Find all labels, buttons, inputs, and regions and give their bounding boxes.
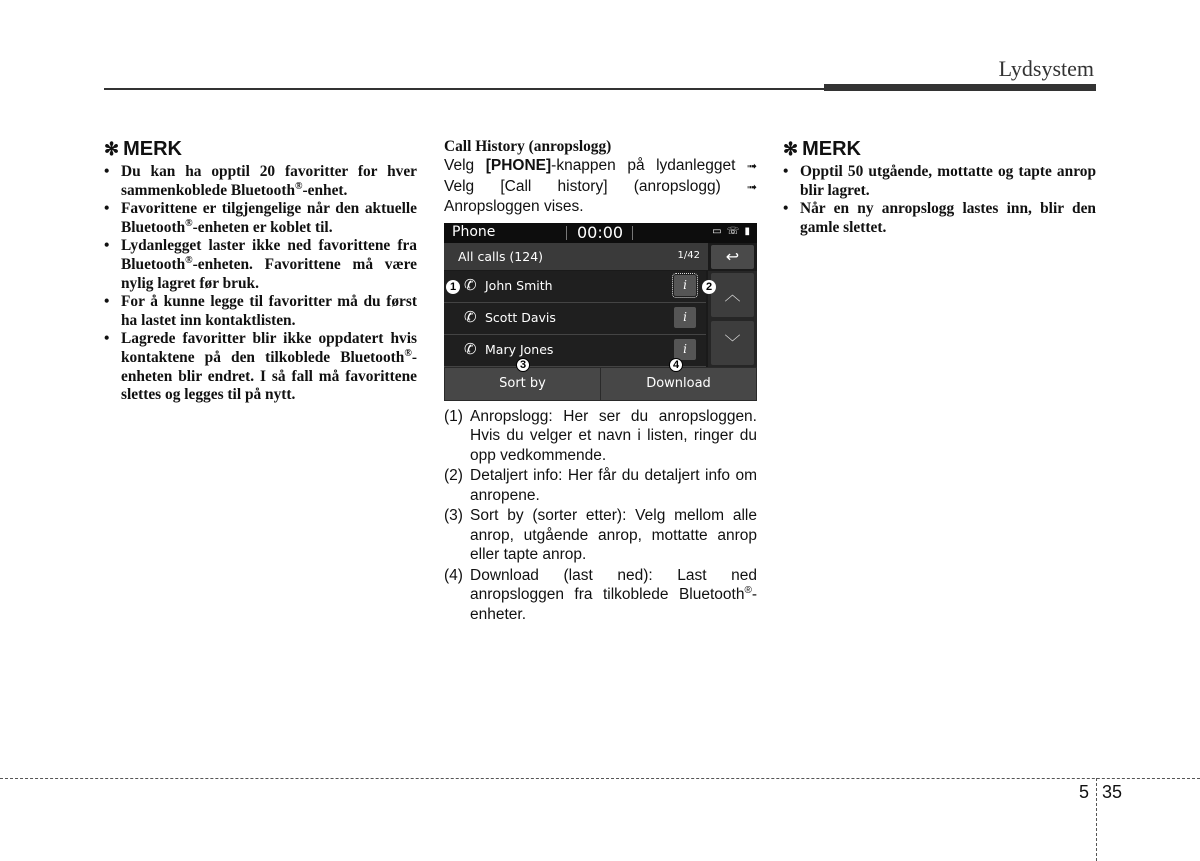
callout-1: 1: [446, 280, 460, 294]
chapter-number: 5: [1079, 782, 1090, 802]
asterisk-star-icon: ✻: [783, 139, 799, 159]
footer-rule: [0, 778, 1200, 779]
call-row[interactable]: [444, 303, 706, 335]
header-rule-accent: [824, 84, 1096, 91]
list-header: [444, 243, 708, 270]
list-item: (1) Anropslogg: Her ser du anropsloggen. Hvis du velger et navn i listen, ringer du opp vedkommende.: [444, 407, 757, 464]
footer-divider: [1096, 778, 1097, 861]
arrow-icon: ➟: [746, 179, 757, 194]
list-item: • Lydanlegget laster ikke ned favorittene fra Bluetooth®-enheten. Favorittene må være nylig lagret før bruk.: [104, 237, 417, 293]
info-icon[interactable]: i: [674, 339, 696, 360]
list-item: • For å kunne legge til favoritter må du først ha lastet inn kontaktlisten.: [104, 293, 417, 330]
callout-4: 4: [669, 358, 683, 372]
description-list: [444, 407, 757, 625]
list-item: • Lagrede favoritter blir ikke oppdatert hvis kontaktene på den tilkoblede Bluetooth®-enheten blir endret. I så fall må favorittene slettes og legges til på nytt.: [104, 330, 417, 404]
callout-2: 2: [702, 280, 716, 294]
screen-title: Phone: [452, 223, 496, 240]
call-row[interactable]: [444, 271, 706, 303]
list-item: • Opptil 50 utgående, mottatte og tapte anrop blir lagret.: [783, 163, 1096, 200]
status-bar: [444, 223, 757, 243]
list-item: (3) Sort by (sorter etter): Velg mellom alle anrop, utgående anrop, mottatte anrop eller tapte anrop.: [444, 507, 757, 563]
incoming-call-icon: ✆: [464, 307, 477, 326]
list-item: (4) Download (last ned): Last ned anropsloggen fra tilkoblede Bluetooth®-enheter.: [444, 566, 757, 623]
section-title: Call History (anropslogg): [444, 138, 612, 155]
info-icon[interactable]: i: [674, 275, 696, 296]
merk-label: MERK: [802, 138, 861, 160]
list-item: • Når en ny anropslogg lastes inn, blir den gamle slettet.: [783, 200, 1096, 237]
contact-name: Scott Davis: [485, 309, 556, 325]
callout-3: 3: [516, 358, 530, 372]
outgoing-call-icon: ✆: [464, 275, 477, 294]
all-calls-label[interactable]: All calls (124): [458, 248, 544, 264]
contact-name: Mary Jones: [485, 341, 554, 357]
list-item: • Favorittene er tilgjengelige når den aktuelle Bluetooth®-enheten er koblet til.: [104, 200, 417, 237]
sort-by-button[interactable]: Sort by: [444, 367, 601, 401]
bottom-bar: [444, 367, 757, 401]
call-row[interactable]: [444, 335, 706, 367]
merk-list: [783, 163, 1096, 237]
page-number: 35: [1102, 782, 1123, 802]
left-column: [104, 138, 417, 405]
merk-list: [104, 163, 417, 405]
status-icons: ▭ ☏ ▮: [712, 225, 751, 237]
back-button[interactable]: ↩: [711, 245, 754, 269]
asterisk-star-icon: ✻: [104, 139, 120, 159]
list-item: • Du kan ha opptil 20 favoritter for hver sammenkoblede Bluetooth®-enhet.: [104, 163, 417, 200]
merk-heading: [783, 138, 1096, 161]
right-column: [783, 138, 1096, 237]
list-item: (2) Detaljert info: Her får du detaljert info om anropene.: [444, 467, 757, 504]
contact-name: John Smith: [485, 277, 553, 293]
page-header-title: Lydsystem: [998, 56, 1094, 81]
info-icon[interactable]: i: [674, 307, 696, 328]
merk-heading: [104, 138, 417, 161]
middle-column: [444, 138, 757, 625]
download-button[interactable]: Download: [600, 367, 757, 401]
scroll-down-button[interactable]: ﹀: [711, 321, 754, 365]
intro-text: Velg [PHONE]-knappen på lydanlegget ➟ Velg [Call history] (anropslogg) ➟ Anropsloggen vises.: [444, 157, 757, 215]
merk-label: MERK: [123, 138, 182, 160]
missed-call-icon: ✆: [464, 339, 477, 358]
page-indicator: 1/42: [677, 249, 700, 261]
phone-screen-illustration: [444, 223, 757, 401]
scroll-up-button[interactable]: ︿: [711, 273, 754, 317]
clock: 00:00: [577, 222, 624, 242]
header-rule: [104, 88, 824, 90]
arrow-icon: ➟: [746, 159, 757, 173]
